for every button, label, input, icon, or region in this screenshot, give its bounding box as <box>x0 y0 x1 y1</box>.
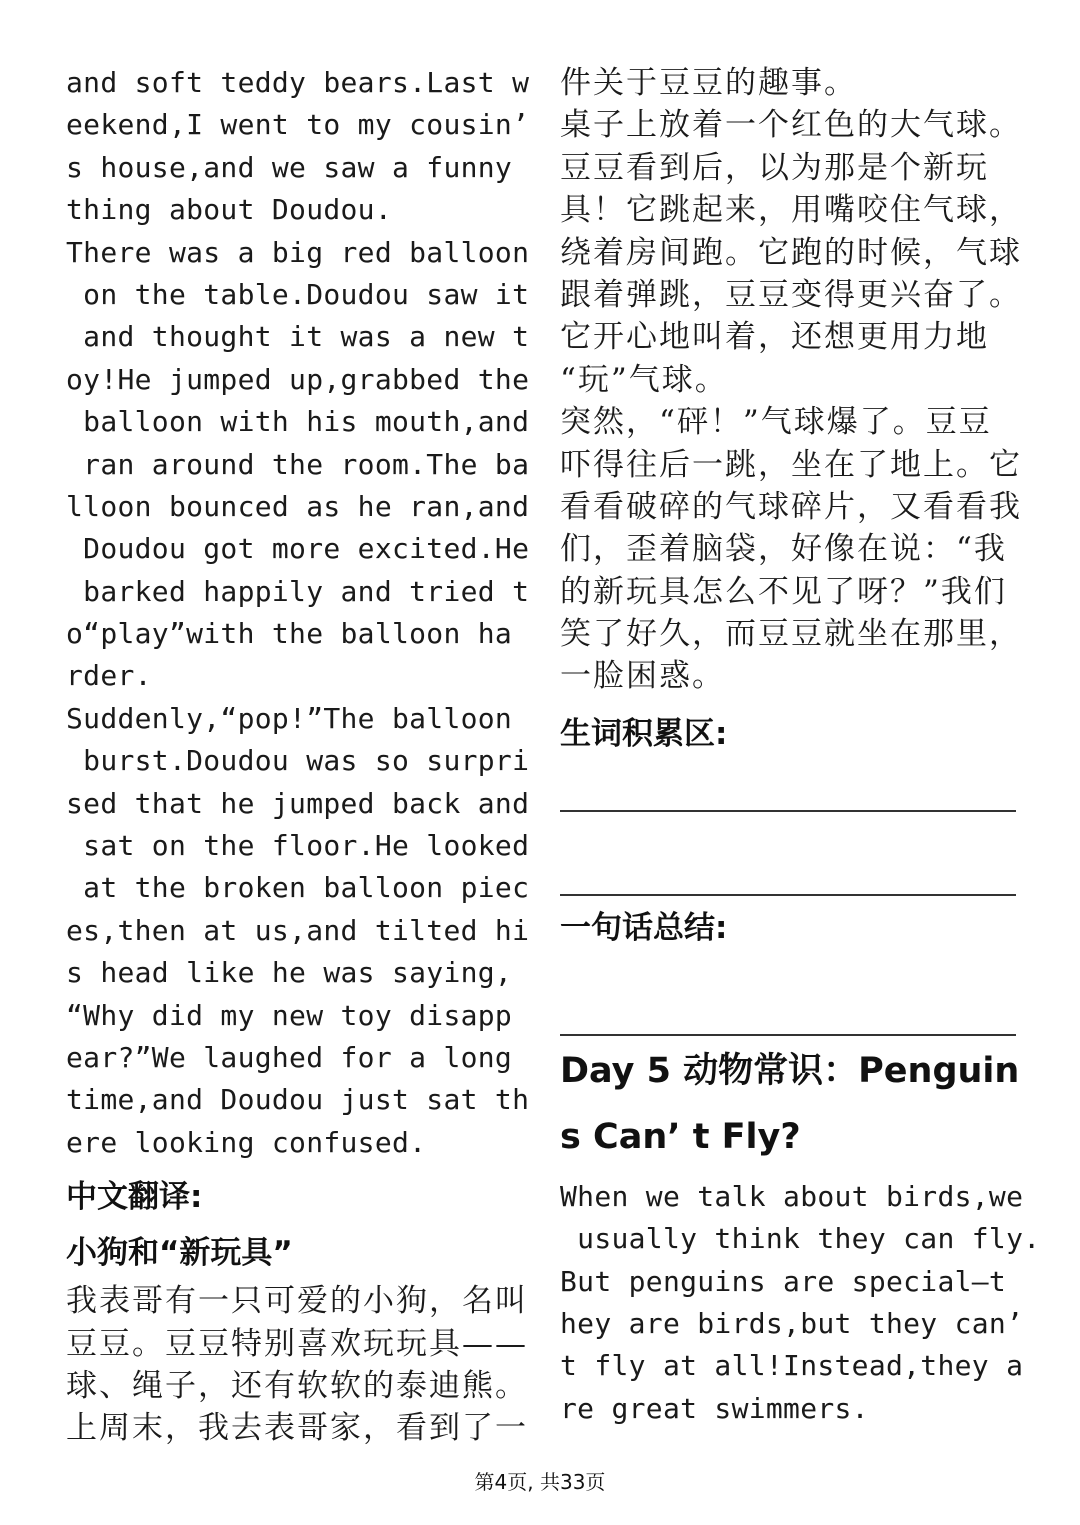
day-heading-line-2: s Can’ t Fly? <box>560 1116 801 1157</box>
summary-heading: 一句话总结: <box>560 909 728 946</box>
text-line: ere looking confused. <box>66 1125 427 1159</box>
text-line: on the table.Doudou saw it <box>66 277 530 311</box>
text-line: 豆豆。豆豆特别喜欢玩玩具—— <box>66 1325 528 1362</box>
text-line: Suddenly,“pop!”The balloon <box>66 701 513 735</box>
text-line: eekend,I went to my cousin’ <box>66 108 530 142</box>
text-line: usually think they can fly. <box>560 1222 1041 1256</box>
text-line: hey are birds,but they can’ <box>560 1307 1024 1341</box>
text-line: 笑了好久，而豆豆就坐在那里， <box>560 616 1022 653</box>
chinese-translation-text <box>66 1280 526 1450</box>
text-line: 上周末，我去表哥家，看到了一 <box>66 1410 528 1447</box>
text-line: o“play”with the balloon ha <box>66 617 513 651</box>
text-line: 一脸困惑。 <box>560 658 725 695</box>
text-line: 它开心地叫着，还想更用力地 <box>560 319 989 356</box>
right-column <box>560 62 1041 1430</box>
text-line: barked happily and tried t <box>66 574 530 608</box>
text-line: es,then at us,and tilted hi <box>66 913 530 947</box>
text-line: time,and Doudou just sat th <box>66 1083 530 1117</box>
text-line: 的新玩具怎么不见了呀？”我们 <box>560 573 1007 610</box>
text-line: When we talk about birds,we <box>560 1179 1024 1213</box>
text-line: ear?”We laughed for a long <box>66 1040 513 1074</box>
text-line: and thought it was a new t <box>66 320 530 354</box>
text-line: at the broken balloon piec <box>66 871 530 905</box>
text-line: 我表哥有一只可爱的小狗，名叫 <box>66 1283 528 1320</box>
text-line: t fly at all!Instead,they a <box>560 1349 1024 1383</box>
text-line: burst.Doudou was so surpri <box>66 744 530 778</box>
text-line: and soft teddy bears.Last w <box>66 66 530 99</box>
text-line: 豆豆看到后，以为那是个新玩 <box>560 149 989 186</box>
text-line: oy!He jumped up,grabbed the <box>66 362 530 396</box>
text-line: “Why did my new toy disapp <box>66 998 513 1032</box>
text-line: sat on the floor.He looked <box>66 829 530 863</box>
text-line: rder. <box>66 659 152 693</box>
text-line: 绕着房间跑。它跑的时候，气球 <box>560 234 1022 271</box>
text-line: re great swimmers. <box>560 1391 869 1425</box>
text-line: 桌子上放着一个红色的大气球。 <box>560 107 1022 144</box>
text-line: balloon with his mouth,and <box>66 405 530 439</box>
vocab-heading: 生词积累区: <box>560 715 728 752</box>
text-line: 具！它跳起来，用嘴咬住气球， <box>560 192 1022 229</box>
english-story-text <box>66 62 530 1164</box>
text-line: Doudou got more excited.He <box>66 532 530 566</box>
summary-writing-line <box>560 1034 1016 1036</box>
chinese-translation-text-continued <box>560 62 1020 698</box>
text-line: 跟着弹跳，豆豆变得更兴奋了。 <box>560 276 1022 313</box>
day-heading-line-1: Day 5 动物常识：Penguin <box>560 1050 1020 1091</box>
text-line: 吓得往后一跳，坐在了地上。它 <box>560 446 1022 483</box>
text-line: But penguins are special—t <box>560 1264 1007 1298</box>
translation-heading: 中文翻译: <box>66 1179 203 1216</box>
text-line: 件关于豆豆的趣事。 <box>560 65 857 101</box>
text-line: thing about Doudou. <box>66 193 392 227</box>
text-line: There was a big red balloon <box>66 235 530 269</box>
text-line: sed that he jumped back and <box>66 786 530 820</box>
text-line: ran around the room.The ba <box>66 447 530 481</box>
text-line: 们，歪着脑袋，好像在说：“我 <box>560 531 1007 568</box>
text-line: lloon bounced as he ran,and <box>66 489 530 523</box>
text-line: s house,and we saw a funny <box>66 150 513 184</box>
page-number: 第4页, 共33页 <box>474 1470 606 1494</box>
text-line: 突然，“砰！”气球爆了。豆豆 <box>560 404 992 441</box>
vocab-writing-line <box>560 894 1016 896</box>
story-title: 小狗和“新玩具” <box>66 1235 293 1272</box>
text-line: 看看破碎的气球碎片，又看看我 <box>560 488 1022 525</box>
text-line: 球、绳子，还有软软的泰迪熊。 <box>66 1367 528 1404</box>
text-line: “玩”气球。 <box>560 361 728 398</box>
vocab-writing-line <box>560 810 1016 812</box>
left-column <box>66 62 530 1450</box>
penguin-text <box>560 1176 1041 1430</box>
text-line: s head like he was saying, <box>66 956 513 990</box>
